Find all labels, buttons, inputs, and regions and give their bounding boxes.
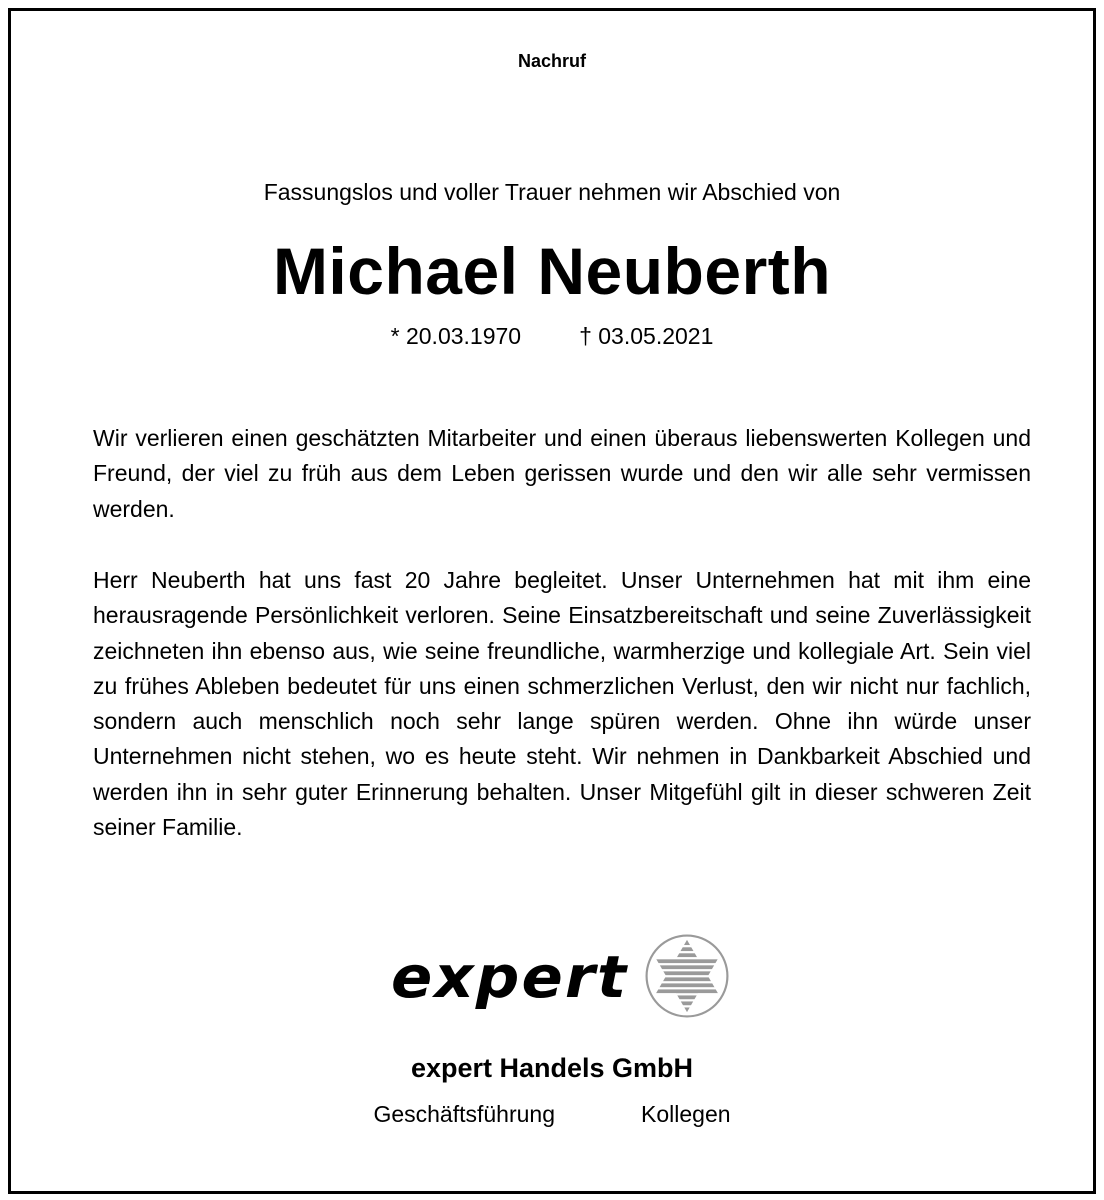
signer-colleagues: Kollegen: [641, 1101, 731, 1127]
deceased-name: Michael Neuberth: [272, 234, 832, 308]
signer-management: Geschäftsführung: [373, 1101, 556, 1127]
signers: [11, 1101, 1093, 1128]
expert-star-icon: [644, 933, 730, 1019]
obituary-frame: [8, 8, 1096, 1194]
paragraph-2: Herr Neuberth hat uns fast 20 Jahre begleitet. Unser Unternehmen hat mit ihm eine herausragende Persönlichkeit verloren. Seine Einsatzbereitschaft und seine Zuverlässigkeit zeichneten ihn ebenso aus, wie seine freundliche, warmherzige und kollegiale Art. Sein viel zu frühes Ableben bedeutet für uns einen schmerzlichen Verlust, den wir nicht nur fachlich, sondern auch menschlich noch sehr lange spüren werden. Ohne ihn würde unser Unternehmen nicht stehen, wo es heute steht. Wir nehmen in Dankbarkeit Abschied und werden ihn in sehr guter Erinnerung behalten. Unser Mitgefühl gilt in dieser schweren Zeit seiner Familie.: [93, 567, 1031, 841]
section-label: Nachruf: [517, 51, 586, 71]
death-date: † 03.05.2021: [579, 323, 714, 349]
logo-wordmark: expert: [391, 943, 629, 1011]
life-dates: [11, 323, 1093, 350]
intro-line: Fassungslos und voller Trauer nehmen wir Abschied von: [263, 179, 841, 205]
company-name: expert Handels GmbH: [410, 1053, 694, 1083]
paragraph-1: Wir verlieren einen geschätzten Mitarbeiter und einen überaus liebenswerten Kollegen und Freund, der viel zu früh aus dem Leben gerissen wurde und den wir alle sehr vermissen werden.: [93, 425, 1031, 522]
birth-date: * 20.03.1970: [390, 323, 522, 349]
company-logo: [391, 933, 736, 1023]
